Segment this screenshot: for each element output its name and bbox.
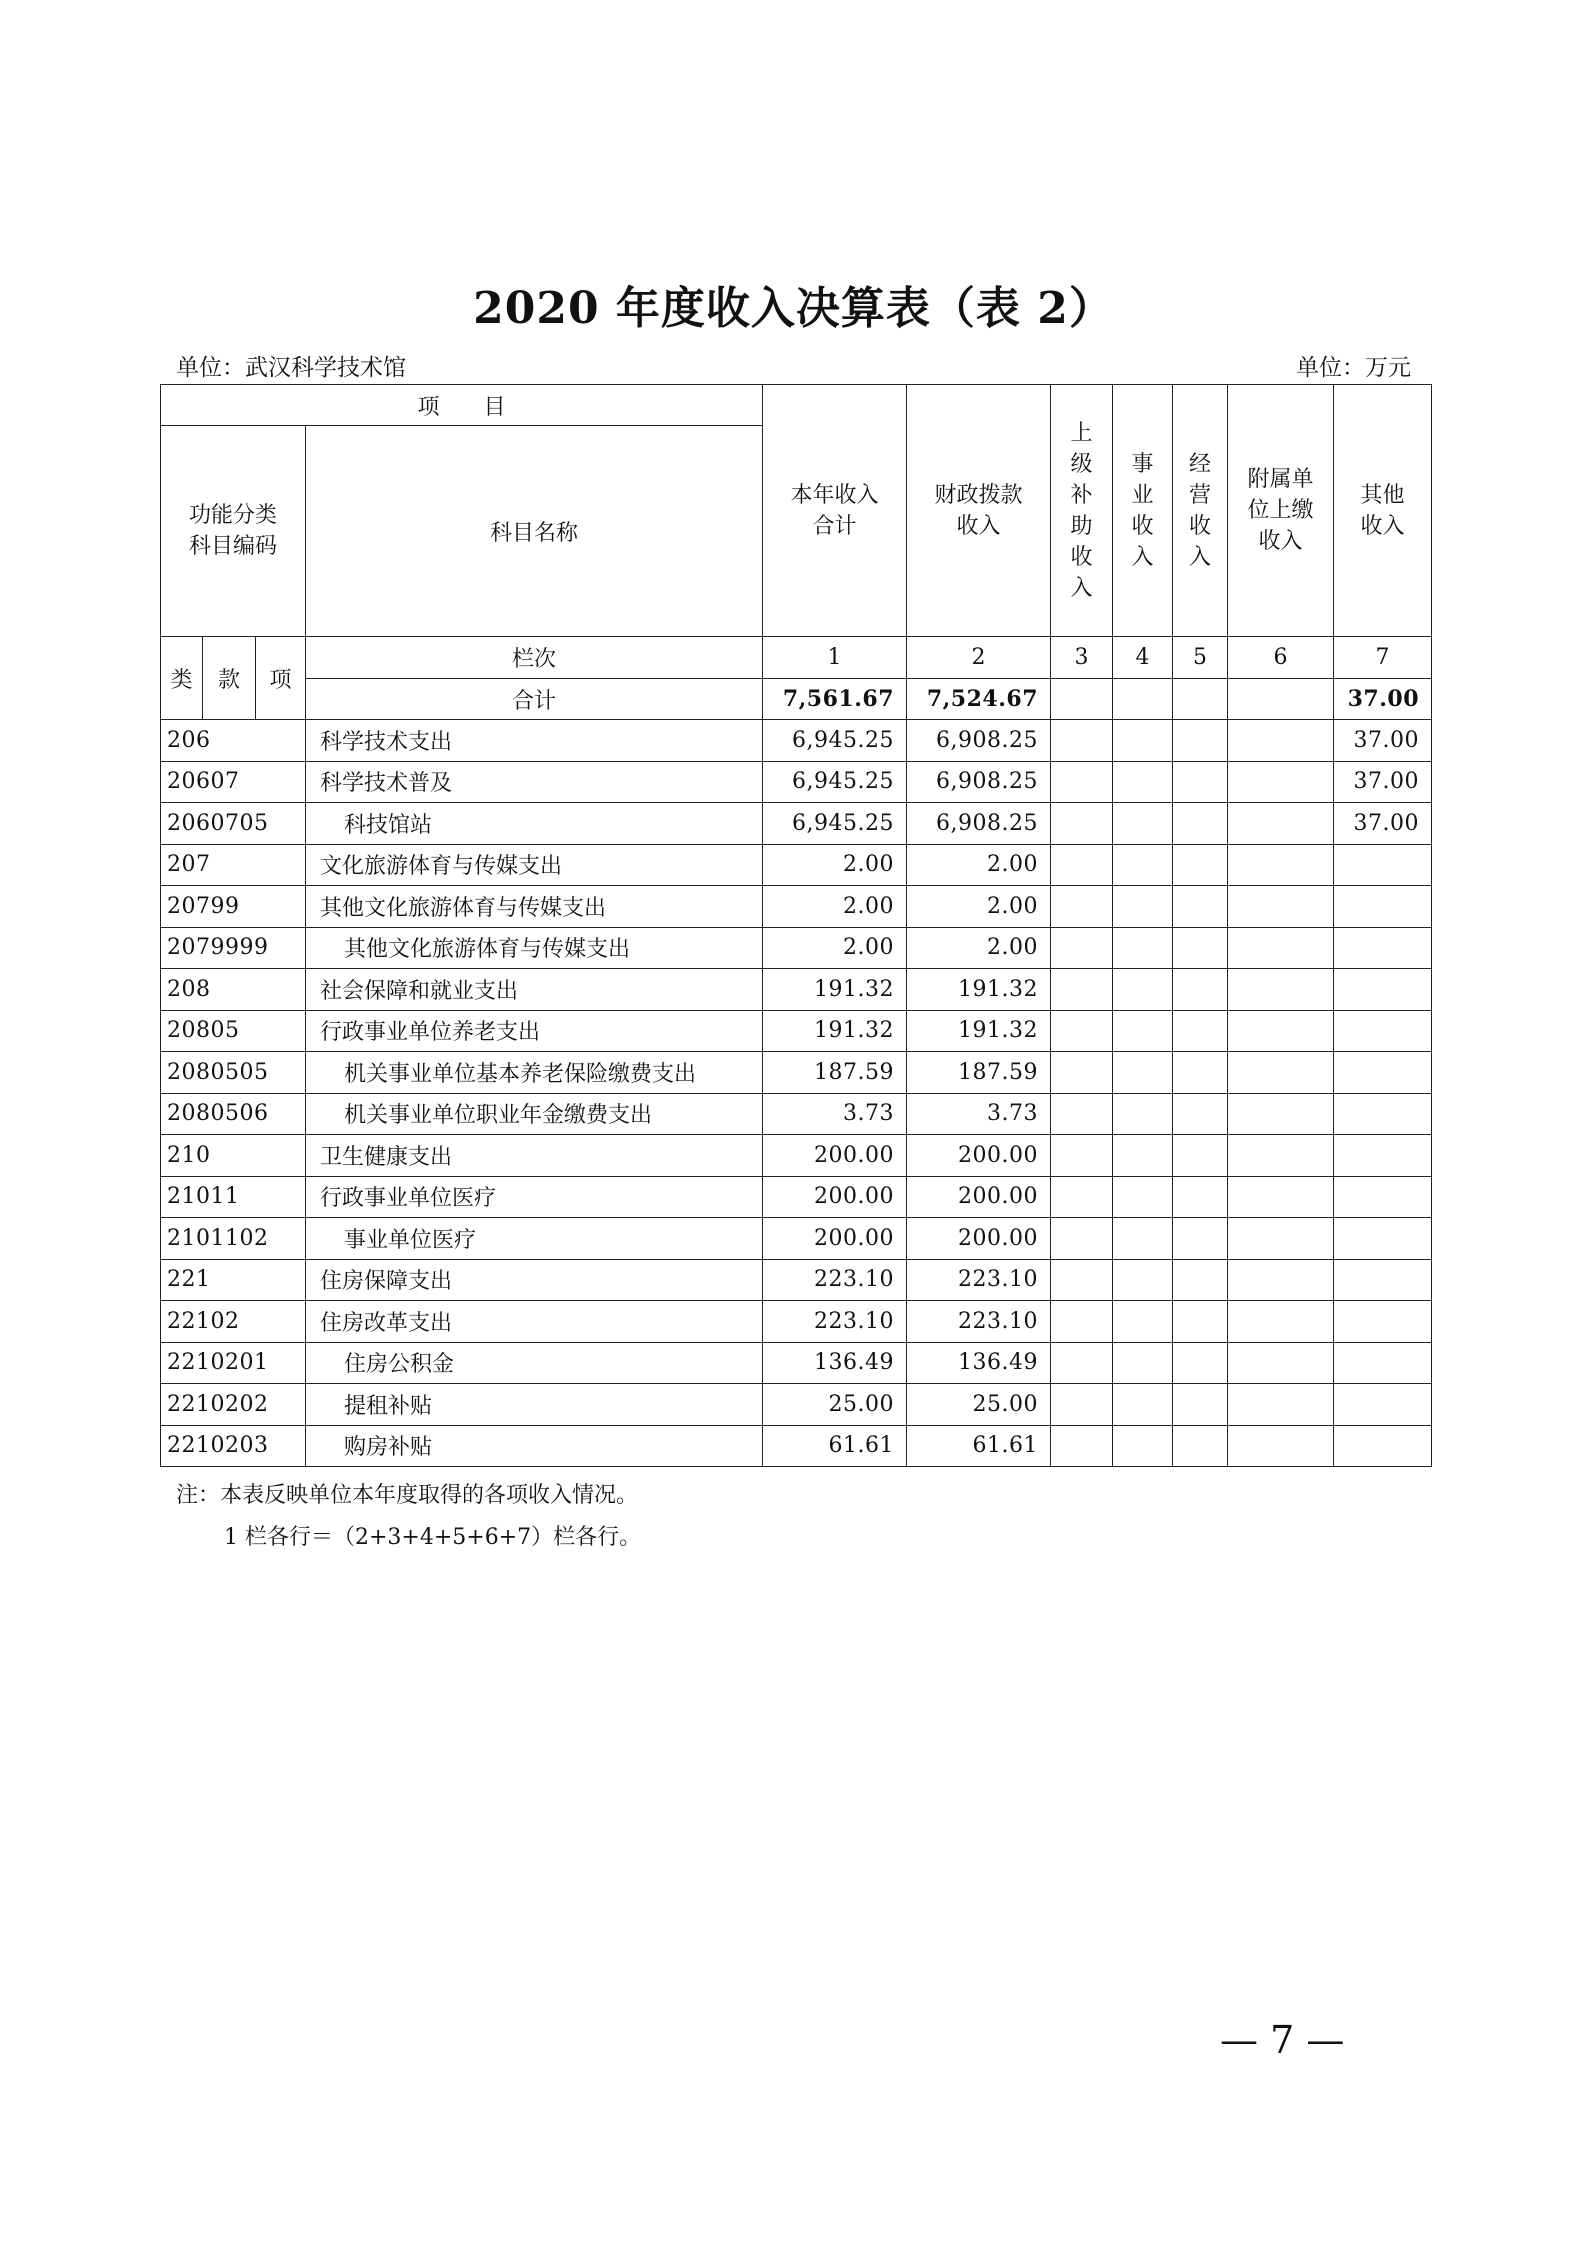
row-col7 <box>1334 1135 1432 1177</box>
header-lanci: 栏次 <box>306 637 763 679</box>
col-num-7: 7 <box>1334 637 1432 679</box>
row-name: 文化旅游体育与传媒支出 <box>306 844 763 886</box>
row-col6 <box>1228 1010 1334 1052</box>
row-col3 <box>1051 1342 1113 1384</box>
col-num-5: 5 <box>1173 637 1228 679</box>
row-col5 <box>1173 1176 1228 1218</box>
table-row <box>161 886 1432 928</box>
row-col6 <box>1228 803 1334 845</box>
row-col1: 200.00 <box>763 1218 907 1260</box>
row-col3 <box>1051 1259 1113 1301</box>
row-col2: 191.32 <box>907 969 1051 1011</box>
row-col4 <box>1113 969 1173 1011</box>
page-number: — 7 — <box>1220 2018 1345 2062</box>
row-col7: 37.00 <box>1334 720 1432 762</box>
row-col2: 223.10 <box>907 1259 1051 1301</box>
header-col7-text: 其他收入 <box>1360 482 1405 539</box>
row-col3 <box>1051 1176 1113 1218</box>
row-code: 2210202 <box>161 1384 306 1426</box>
row-col1: 25.00 <box>763 1384 907 1426</box>
row-col1: 200.00 <box>763 1176 907 1218</box>
row-col1: 191.32 <box>763 969 907 1011</box>
row-col1: 6,945.25 <box>763 720 907 762</box>
row-name: 事业单位医疗 <box>306 1218 763 1260</box>
row-col6 <box>1228 1259 1334 1301</box>
row-col6 <box>1228 969 1334 1011</box>
total-col7: 37.00 <box>1334 679 1432 720</box>
row-col5 <box>1173 1425 1228 1467</box>
row-col2: 6,908.25 <box>907 803 1051 845</box>
row-col5 <box>1173 803 1228 845</box>
row-col4 <box>1113 1135 1173 1177</box>
row-col1: 223.10 <box>763 1301 907 1343</box>
header-col6 <box>1228 385 1334 637</box>
row-col1: 2.00 <box>763 927 907 969</box>
row-col1: 200.00 <box>763 1135 907 1177</box>
col-num-4: 4 <box>1113 637 1173 679</box>
table-row <box>161 1010 1432 1052</box>
row-col3 <box>1051 1425 1113 1467</box>
col-num-1: 1 <box>763 637 907 679</box>
row-col5 <box>1173 927 1228 969</box>
row-col3 <box>1051 1218 1113 1260</box>
row-code: 2079999 <box>161 927 306 969</box>
row-col5 <box>1173 761 1228 803</box>
row-col4 <box>1113 1093 1173 1135</box>
table-row <box>161 1052 1432 1094</box>
row-col2: 200.00 <box>907 1135 1051 1177</box>
row-name: 住房公积金 <box>306 1342 763 1384</box>
row-col7 <box>1334 1342 1432 1384</box>
row-col7 <box>1334 1176 1432 1218</box>
row-col3 <box>1051 969 1113 1011</box>
row-col4 <box>1113 1425 1173 1467</box>
row-col5 <box>1173 1010 1228 1052</box>
row-col2: 223.10 <box>907 1301 1051 1343</box>
row-col4 <box>1113 803 1173 845</box>
header-kuan: 款 <box>203 637 256 720</box>
row-col7 <box>1334 1010 1432 1052</box>
row-col1: 6,945.25 <box>763 803 907 845</box>
table-row <box>161 1135 1432 1177</box>
row-col2: 2.00 <box>907 844 1051 886</box>
row-name: 住房改革支出 <box>306 1301 763 1343</box>
row-col3 <box>1051 720 1113 762</box>
header-col5-text: 经营收入 <box>1189 451 1212 570</box>
row-code: 2101102 <box>161 1218 306 1260</box>
row-col2: 200.00 <box>907 1218 1051 1260</box>
row-code: 21011 <box>161 1176 306 1218</box>
row-col2: 3.73 <box>907 1093 1051 1135</box>
row-col2: 187.59 <box>907 1052 1051 1094</box>
row-col5 <box>1173 1093 1228 1135</box>
row-name: 其他文化旅游体育与传媒支出 <box>306 886 763 928</box>
row-col7 <box>1334 1425 1432 1467</box>
row-col1: 191.32 <box>763 1010 907 1052</box>
row-name: 提租补贴 <box>306 1384 763 1426</box>
row-col4 <box>1113 886 1173 928</box>
row-col6 <box>1228 844 1334 886</box>
col-num-6: 6 <box>1228 637 1334 679</box>
total-col3 <box>1051 679 1113 720</box>
row-col1: 3.73 <box>763 1093 907 1135</box>
row-name: 科学技术普及 <box>306 761 763 803</box>
col-num-2: 2 <box>907 637 1051 679</box>
table-row <box>161 761 1432 803</box>
row-col5 <box>1173 720 1228 762</box>
row-name: 机关事业单位职业年金缴费支出 <box>306 1093 763 1135</box>
row-col1: 6,945.25 <box>763 761 907 803</box>
row-col2: 61.61 <box>907 1425 1051 1467</box>
row-col7: 37.00 <box>1334 761 1432 803</box>
row-col3 <box>1051 1093 1113 1135</box>
row-col6 <box>1228 1425 1334 1467</box>
header-col3 <box>1051 385 1113 637</box>
unit-name: 单位：武汉科学技术馆 <box>176 355 406 381</box>
table-row <box>161 720 1432 762</box>
row-col4 <box>1113 1218 1173 1260</box>
header-func-code <box>161 426 306 637</box>
row-col3 <box>1051 844 1113 886</box>
total-col4 <box>1113 679 1173 720</box>
header-xiang: 项 <box>256 637 306 720</box>
table-row <box>161 803 1432 845</box>
row-col5 <box>1173 1301 1228 1343</box>
header-col2-text: 财政拨款收入 <box>934 482 1023 539</box>
row-code: 221 <box>161 1259 306 1301</box>
note-line-2: 1 栏各行＝（2+3+4+5+6+7）栏各行。 <box>224 1525 642 1550</box>
header-col6-text: 附属单位上缴收入 <box>1247 467 1314 554</box>
row-col6 <box>1228 1218 1334 1260</box>
header-lei: 类 <box>161 637 203 720</box>
table-row <box>161 1176 1432 1218</box>
row-name: 机关事业单位基本养老保险缴费支出 <box>306 1052 763 1094</box>
row-col4 <box>1113 1259 1173 1301</box>
row-col1: 61.61 <box>763 1425 907 1467</box>
row-col3 <box>1051 1052 1113 1094</box>
row-col4 <box>1113 1010 1173 1052</box>
row-col7 <box>1334 844 1432 886</box>
row-col2: 2.00 <box>907 886 1051 928</box>
row-col7 <box>1334 1218 1432 1260</box>
row-col2: 25.00 <box>907 1384 1051 1426</box>
table-row <box>161 969 1432 1011</box>
row-name: 其他文化旅游体育与传媒支出 <box>306 927 763 969</box>
row-col3 <box>1051 927 1113 969</box>
row-col3 <box>1051 803 1113 845</box>
header-col4 <box>1113 385 1173 637</box>
total-col6 <box>1228 679 1334 720</box>
row-col4 <box>1113 1384 1173 1426</box>
row-col6 <box>1228 886 1334 928</box>
header-col4-text: 事业收入 <box>1131 451 1154 570</box>
income-table <box>160 384 1432 1467</box>
row-col6 <box>1228 1384 1334 1426</box>
header-col1 <box>763 385 907 637</box>
row-code: 20607 <box>161 761 306 803</box>
row-col7: 37.00 <box>1334 803 1432 845</box>
row-col4 <box>1113 761 1173 803</box>
table-row <box>161 927 1432 969</box>
header-col1-text: 本年收入合计 <box>790 482 879 539</box>
row-code: 20799 <box>161 886 306 928</box>
row-col3 <box>1051 1384 1113 1426</box>
table-row <box>161 1342 1432 1384</box>
row-code: 2060705 <box>161 803 306 845</box>
row-col1: 136.49 <box>763 1342 907 1384</box>
row-col5 <box>1173 1218 1228 1260</box>
row-col4 <box>1113 1052 1173 1094</box>
row-col4 <box>1113 720 1173 762</box>
table-row <box>161 1218 1432 1260</box>
row-code: 208 <box>161 969 306 1011</box>
row-code: 2080506 <box>161 1093 306 1135</box>
row-col2: 6,908.25 <box>907 720 1051 762</box>
row-col7 <box>1334 1384 1432 1426</box>
row-col7 <box>1334 1259 1432 1301</box>
row-col6 <box>1228 761 1334 803</box>
row-name: 住房保障支出 <box>306 1259 763 1301</box>
row-code: 2080505 <box>161 1052 306 1094</box>
row-col7 <box>1334 1093 1432 1135</box>
page-title: 2020 年度收入决算表（表 2） <box>473 283 1114 334</box>
row-col7 <box>1334 1052 1432 1094</box>
row-col1: 187.59 <box>763 1052 907 1094</box>
total-col1: 7,561.67 <box>763 679 907 720</box>
row-col6 <box>1228 927 1334 969</box>
row-col4 <box>1113 1342 1173 1384</box>
header-col3-text: 上级补助收入 <box>1070 420 1093 601</box>
row-col5 <box>1173 969 1228 1011</box>
header-col5 <box>1173 385 1228 637</box>
header-col2 <box>907 385 1051 637</box>
row-col2: 191.32 <box>907 1010 1051 1052</box>
row-col5 <box>1173 1052 1228 1094</box>
row-col3 <box>1051 1135 1113 1177</box>
row-col2: 6,908.25 <box>907 761 1051 803</box>
row-code: 207 <box>161 844 306 886</box>
row-col1: 2.00 <box>763 886 907 928</box>
row-col1: 2.00 <box>763 844 907 886</box>
row-name: 科技馆站 <box>306 803 763 845</box>
row-name: 科学技术支出 <box>306 720 763 762</box>
row-col6 <box>1228 1052 1334 1094</box>
row-col3 <box>1051 1301 1113 1343</box>
table-row <box>161 844 1432 886</box>
row-col4 <box>1113 1301 1173 1343</box>
row-name: 行政事业单位养老支出 <box>306 1010 763 1052</box>
row-name: 社会保障和就业支出 <box>306 969 763 1011</box>
row-col5 <box>1173 1342 1228 1384</box>
col-num-3: 3 <box>1051 637 1113 679</box>
row-col7 <box>1334 927 1432 969</box>
row-col2: 200.00 <box>907 1176 1051 1218</box>
row-col4 <box>1113 844 1173 886</box>
row-col6 <box>1228 1093 1334 1135</box>
total-col5 <box>1173 679 1228 720</box>
row-name: 卫生健康支出 <box>306 1135 763 1177</box>
row-code: 206 <box>161 720 306 762</box>
row-col7 <box>1334 886 1432 928</box>
row-col2: 136.49 <box>907 1342 1051 1384</box>
row-code: 210 <box>161 1135 306 1177</box>
note-line-1: 注：本表反映单位本年度取得的各项收入情况。 <box>176 1483 639 1508</box>
header-subject-name: 科目名称 <box>306 426 763 637</box>
row-col6 <box>1228 720 1334 762</box>
row-col6 <box>1228 1135 1334 1177</box>
row-col7 <box>1334 969 1432 1011</box>
total-col2: 7,524.67 <box>907 679 1051 720</box>
table-row <box>161 1301 1432 1343</box>
row-code: 2210203 <box>161 1425 306 1467</box>
row-col1: 223.10 <box>763 1259 907 1301</box>
row-name: 行政事业单位医疗 <box>306 1176 763 1218</box>
row-col4 <box>1113 1176 1173 1218</box>
row-col6 <box>1228 1301 1334 1343</box>
row-col3 <box>1051 761 1113 803</box>
table-row <box>161 1425 1432 1467</box>
row-name: 购房补贴 <box>306 1425 763 1467</box>
row-col7 <box>1334 1301 1432 1343</box>
row-col5 <box>1173 1135 1228 1177</box>
row-code: 20805 <box>161 1010 306 1052</box>
row-col6 <box>1228 1176 1334 1218</box>
row-col5 <box>1173 1259 1228 1301</box>
row-col6 <box>1228 1342 1334 1384</box>
row-col3 <box>1051 886 1113 928</box>
header-func-code-text: 功能分类科目编码 <box>188 503 277 559</box>
row-col3 <box>1051 1010 1113 1052</box>
row-code: 2210201 <box>161 1342 306 1384</box>
table-row <box>161 1384 1432 1426</box>
row-col5 <box>1173 1384 1228 1426</box>
row-code: 22102 <box>161 1301 306 1343</box>
header-col7 <box>1334 385 1432 637</box>
currency-unit: 单位：万元 <box>1296 355 1411 381</box>
row-col5 <box>1173 886 1228 928</box>
row-col2: 2.00 <box>907 927 1051 969</box>
total-label: 合计 <box>306 679 763 720</box>
table-row <box>161 1259 1432 1301</box>
row-col5 <box>1173 844 1228 886</box>
row-col4 <box>1113 927 1173 969</box>
header-item: 项 目 <box>161 385 763 426</box>
table-row <box>161 1093 1432 1135</box>
